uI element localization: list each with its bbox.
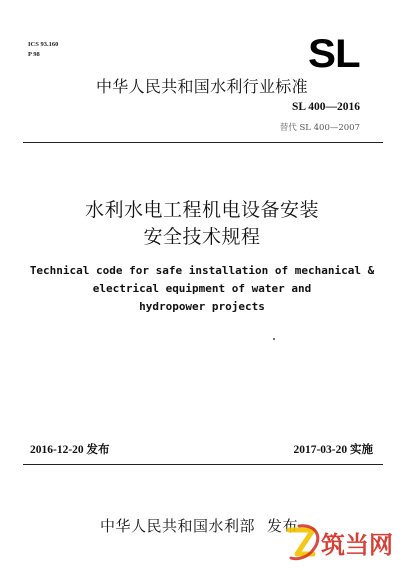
issuer-org: 中华人民共和国水利部: [100, 517, 256, 535]
english-title: [0, 262, 404, 316]
standard-category-title: 中华人民共和国水利行业标准: [96, 77, 308, 96]
watermark-text: 筑当网: [321, 531, 393, 559]
english-title-line-2: electrical equipment of water and: [92, 282, 312, 295]
issue-date: 2016-12-20 发布: [30, 444, 110, 456]
english-title-line-3: hydropower projects: [139, 300, 265, 313]
ccs-code: P 98: [28, 50, 40, 58]
scan-speck: [273, 338, 275, 340]
issuing-authority: [100, 516, 298, 536]
z-mark-icon: [289, 526, 318, 559]
english-title-line-1: Technical code for safe installation of mechanical &: [29, 264, 375, 277]
classification-codes: [28, 40, 58, 59]
bottom-divider: [23, 464, 383, 465]
sl-logo: SL: [308, 32, 360, 76]
implementation-date: 2017-03-20 实施: [293, 444, 373, 456]
issuer-action: 发布: [267, 517, 299, 535]
chinese-title: [0, 197, 404, 251]
zhudangwang-watermark-logo: [283, 520, 401, 566]
chinese-title-line-1: 水利水电工程机电设备安装: [84, 199, 319, 221]
top-divider: [23, 142, 383, 143]
standard-number: SL 400—2016: [291, 101, 360, 113]
chinese-title-line-2: 安全技术规程: [143, 226, 261, 248]
replaces-standard: 替代 SL 400—2007: [279, 123, 360, 133]
ics-code: ICS 93.160: [28, 41, 59, 48]
